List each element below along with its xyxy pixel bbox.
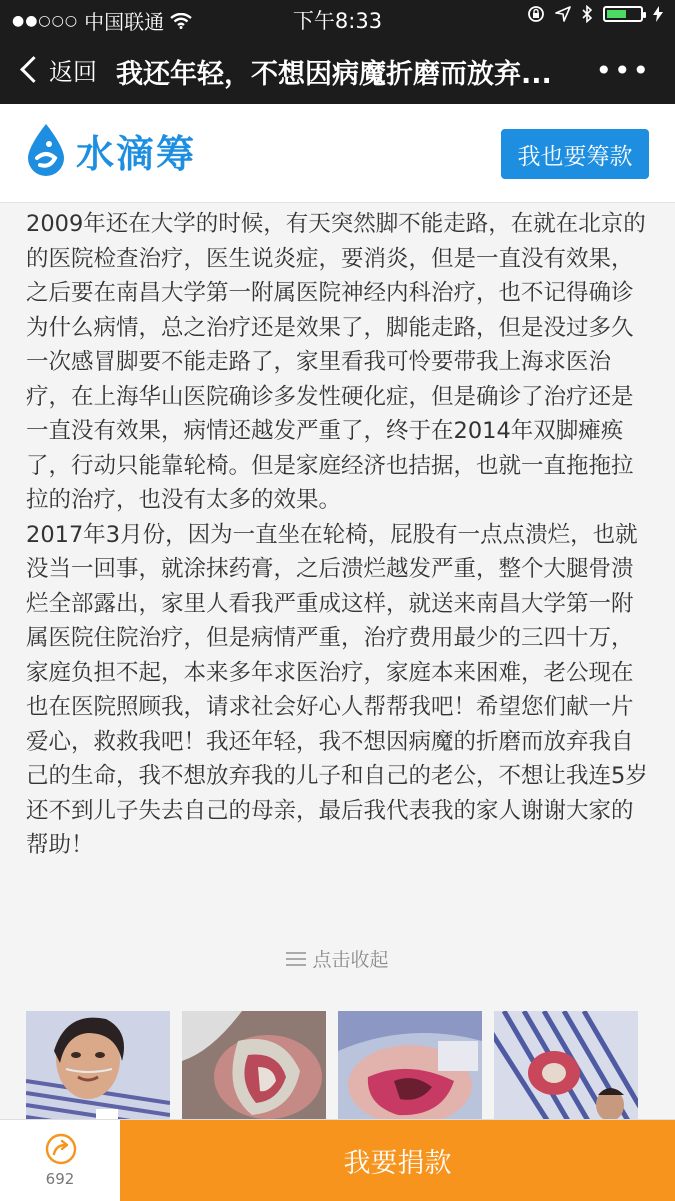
status-right: [527, 5, 663, 23]
share-count: 692: [45, 1170, 75, 1188]
brand-name: 水滴筹: [76, 131, 197, 176]
carrier-name: 中国联通: [84, 10, 165, 34]
donate-button[interactable]: 我要捐款: [120, 1120, 675, 1201]
bottom-action-bar: [0, 1119, 675, 1201]
collapse-label: 点击收起: [312, 949, 389, 971]
wound-photo-1[interactable]: [182, 1011, 326, 1119]
more-options-button[interactable]: •••: [595, 54, 651, 87]
story-paragraph: 2009年还在大学的时候，有天突然脚不能走路，在就在北京的的医院检查治疗，医生说炎症，要消炎，但是一直没有效果，之后要在南昌大学第一附属医院神经内科治疗，也不记得确诊为什么病情，总之治疗还是效果了，脚能走路，但是没过多久一次感冒脚要不能走路了，家里看我可怜要带我上海求医治疗，在上海华山医院确诊多发性硬化症，但是确诊了治疗还是一直没有效果，病情还越发严重了，终于在2014年双脚瘫痪了，行动只能靠轮椅。但是家庭经济也拮据，也就一直拖拖拉拉的治疗，也没有太多的效果。: [26, 211, 646, 513]
signal-strength-icon: ●●○○○: [12, 12, 79, 29]
bluetooth-icon: [581, 5, 593, 23]
chevron-left-icon: [20, 56, 47, 83]
patient-portrait-photo[interactable]: [26, 1011, 170, 1119]
photo-gallery: [26, 1011, 650, 1119]
menu-lines-icon: [286, 952, 306, 966]
share-button[interactable]: [0, 1120, 120, 1201]
location-icon: [555, 6, 571, 22]
brand-logo: [24, 122, 196, 178]
status-bar: [0, 0, 675, 34]
water-drop-icon: [24, 122, 68, 178]
charging-icon: [653, 6, 663, 22]
share-icon: [44, 1132, 78, 1166]
back-label: 返回: [49, 57, 97, 86]
story-paragraph: 2017年3月份，因为一直坐在轮椅，屁股有一点点溃烂，也就没当一回事，就涂抹药膏，之后溃烂越发严重，整个大腿骨溃烂全部露出，家里人看我严重成这样，就送来南昌大学第一附属医院住院治疗，但是病情严重，治疗费用最少的三四十万，家庭负担不起，本来多年求医治疗，家庭本来困难，老公现在也在医院照顾我，请求社会好心人帮帮我吧！希望您们献一片爱心，救救我吧！我还年轻，我不想因病魔的折磨而放弃我自己的生命，我不想放弃我的儿子和自己的老公，不想让我连5岁还不到儿子失去自己的母亲，最后我代表我的家人谢谢大家的帮助！: [26, 521, 648, 858]
battery-icon: [603, 6, 643, 22]
collapse-button[interactable]: [0, 945, 675, 972]
nav-bar: [0, 34, 675, 104]
start-fundraising-button[interactable]: 我也要筹款: [501, 129, 649, 179]
page-title: 我还年轻，不想因病魔折磨而放弃...: [116, 59, 552, 90]
story-text: [26, 207, 654, 863]
hospital-bed-photo[interactable]: [494, 1011, 638, 1119]
back-button[interactable]: [18, 50, 97, 88]
wound-photo-2[interactable]: [338, 1011, 482, 1119]
battery-fill: [607, 10, 626, 18]
orientation-lock-icon: [527, 5, 545, 23]
status-time: 下午8:33: [292, 9, 383, 33]
brand-header: [0, 104, 675, 203]
